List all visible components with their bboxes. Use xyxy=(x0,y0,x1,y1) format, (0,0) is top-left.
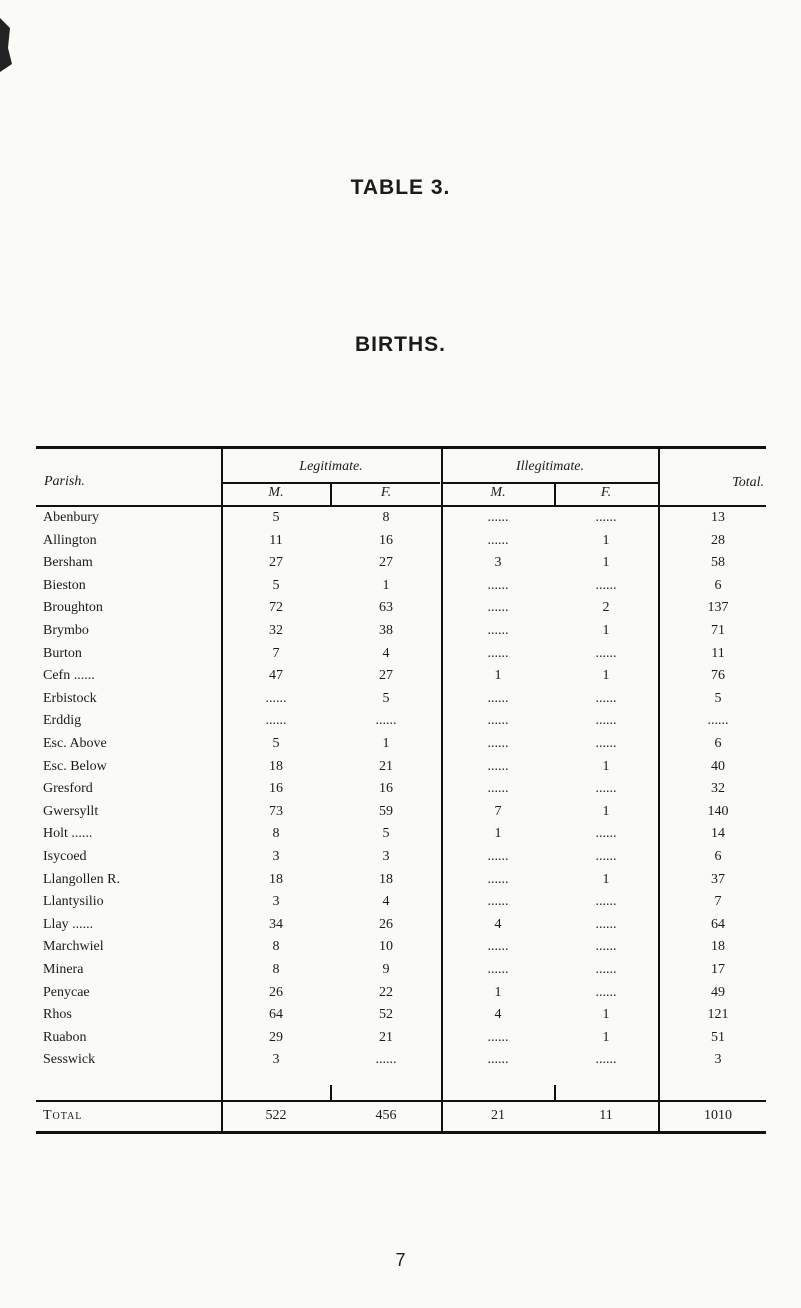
cell-illegit-m: ...... xyxy=(487,962,509,977)
cell-illegit-m: ...... xyxy=(487,849,509,864)
total-all-value: 1010 xyxy=(704,1108,732,1123)
cell-total xyxy=(658,780,763,797)
cell-total-value: ...... xyxy=(707,713,729,729)
subheader-rule-illegit xyxy=(442,482,658,484)
cell-legit-f: 9 xyxy=(382,962,390,977)
cell-total-value: 13 xyxy=(711,510,725,525)
cell-legit-m: 5 xyxy=(272,577,280,593)
cell-total-value: 14 xyxy=(711,826,725,842)
cell-total xyxy=(658,622,763,639)
cell-total xyxy=(658,667,763,684)
cell-legit-f: 1 xyxy=(382,577,390,593)
total-rule xyxy=(36,1100,766,1102)
cell-total xyxy=(658,735,763,752)
cell-illegit-m: ...... xyxy=(487,736,509,751)
total-legit-f: 456 xyxy=(375,1108,397,1123)
cell-illegit-f: 1 xyxy=(602,623,610,638)
cell-legit-m: ...... xyxy=(265,690,287,706)
cell-total xyxy=(658,509,763,526)
cell-illegit-f: 1 xyxy=(602,1029,610,1045)
cell-legit-m: 47 xyxy=(269,668,283,684)
cell-illegit-f: 1 xyxy=(602,803,610,819)
parish-name: Llantysilio xyxy=(43,894,104,910)
table-subtitle: BIRTHS. xyxy=(355,333,446,356)
cell-legit-m: 5 xyxy=(272,736,280,751)
cell-illegit-f: 1 xyxy=(602,555,610,571)
cell-illegit-m: ...... xyxy=(487,645,509,661)
parish-name: Bieston xyxy=(43,577,86,593)
cell-total xyxy=(658,893,763,910)
bottom-rule xyxy=(36,1131,766,1134)
header-illegit-f: F. xyxy=(600,485,612,500)
total-all xyxy=(658,1107,763,1124)
cell-legit-f: 4 xyxy=(382,894,390,910)
cell-illegit-f: 1 xyxy=(602,758,610,774)
cell-legit-m: 32 xyxy=(269,623,283,638)
total-illegit-f: 11 xyxy=(599,1108,613,1123)
cell-total-value: 140 xyxy=(707,803,729,819)
cell-illegit-f: 1 xyxy=(602,668,610,684)
cell-legit-m: 34 xyxy=(269,916,283,932)
parish-name: Gresford xyxy=(43,781,93,797)
header-total: Total. xyxy=(732,475,764,490)
cell-total-value: 6 xyxy=(714,736,722,751)
cell-total-value: 7 xyxy=(714,894,722,910)
cell-total-value: 5 xyxy=(714,690,722,706)
cell-legit-f: 8 xyxy=(382,510,390,525)
cell-illegit-f: ...... xyxy=(595,984,617,1000)
cell-legit-m: 72 xyxy=(269,600,283,616)
cell-total-value: 3 xyxy=(714,1052,722,1068)
cell-illegit-f: 1 xyxy=(602,532,610,548)
cell-illegit-m: ...... xyxy=(487,690,509,706)
cell-legit-f: 22 xyxy=(379,984,393,1000)
cell-total xyxy=(658,1051,763,1068)
cell-legit-m: 3 xyxy=(272,894,280,910)
cell-legit-m: 8 xyxy=(272,939,280,955)
parish-name: Erbistock xyxy=(43,690,97,706)
parish-name: Esc. Above xyxy=(43,736,107,751)
cell-illegit-m: 7 xyxy=(494,803,502,819)
parish-name: Minera xyxy=(43,962,84,977)
cell-illegit-m: ...... xyxy=(487,623,509,638)
cell-illegit-f: ...... xyxy=(595,510,617,525)
column-divider xyxy=(554,1085,556,1101)
cell-legit-f: 21 xyxy=(379,758,393,774)
cell-illegit-m: ...... xyxy=(487,894,509,910)
cell-total xyxy=(658,938,763,955)
cell-total-value: 40 xyxy=(711,758,725,774)
cell-legit-m: 3 xyxy=(272,849,280,864)
parish-name: Sesswick xyxy=(43,1052,96,1068)
cell-legit-m: 18 xyxy=(269,758,283,774)
cell-total-value: 37 xyxy=(711,871,725,887)
total-illegit-m: 21 xyxy=(491,1108,505,1123)
cell-legit-m: 8 xyxy=(272,962,280,977)
cell-legit-f: 26 xyxy=(379,916,393,932)
parish-name: Llay ...... xyxy=(43,916,94,932)
header-legit-m: M. xyxy=(268,485,284,500)
cell-illegit-m: ...... xyxy=(487,577,509,593)
cell-total xyxy=(658,848,763,865)
cell-total-value: 49 xyxy=(711,984,725,1000)
parish-name: Burton xyxy=(43,645,82,661)
cell-legit-m: 5 xyxy=(272,510,280,525)
cell-total-value: 18 xyxy=(711,939,725,955)
cell-total xyxy=(658,532,763,549)
cell-illegit-f: ...... xyxy=(595,1052,617,1068)
cell-illegit-f: ...... xyxy=(595,916,617,932)
header-illegitimate: Illegitimate. xyxy=(515,459,585,474)
cell-illegit-m: ...... xyxy=(487,600,509,616)
cell-illegit-f: 2 xyxy=(602,600,610,616)
cell-legit-f: 1 xyxy=(382,736,390,751)
cell-illegit-m: ...... xyxy=(487,1029,509,1045)
cell-legit-f: 59 xyxy=(379,803,393,819)
cell-total-value: 32 xyxy=(711,781,725,797)
cell-total-value: 6 xyxy=(714,849,722,864)
parish-name: Abenbury xyxy=(43,510,99,525)
parish-name: Isycoed xyxy=(43,849,87,864)
cell-legit-f: 52 xyxy=(379,1007,393,1023)
parish-name: Allington xyxy=(43,532,97,548)
cell-total-value: 71 xyxy=(711,623,725,638)
cell-legit-f: 3 xyxy=(382,849,390,864)
parish-name: Ruabon xyxy=(43,1029,87,1045)
cell-total xyxy=(658,825,763,842)
cell-total-value: 51 xyxy=(711,1029,725,1045)
cell-legit-m: ...... xyxy=(265,713,287,729)
cell-legit-f: 10 xyxy=(379,939,393,955)
page-corner-mark xyxy=(0,18,14,72)
cell-legit-m: 7 xyxy=(272,645,280,661)
cell-illegit-m: ...... xyxy=(487,713,509,729)
cell-total xyxy=(658,1006,763,1023)
cell-legit-m: 29 xyxy=(269,1029,283,1045)
page-number: 7 xyxy=(395,1250,406,1270)
parish-name: Brymbo xyxy=(43,623,89,638)
cell-illegit-m: ...... xyxy=(487,1052,509,1068)
cell-illegit-m: 3 xyxy=(494,555,502,571)
cell-total-value: 58 xyxy=(711,555,725,571)
cell-illegit-m: 1 xyxy=(494,984,502,1000)
cell-legit-m: 26 xyxy=(269,984,283,1000)
cell-illegit-m: ...... xyxy=(487,532,509,548)
cell-total-value: 6 xyxy=(714,577,722,593)
cell-total xyxy=(658,984,763,1001)
cell-illegit-f: ...... xyxy=(595,781,617,797)
cell-total-value: 137 xyxy=(707,600,729,616)
cell-total-value: 11 xyxy=(711,645,725,661)
cell-legit-f: 5 xyxy=(382,826,390,842)
parish-name: Rhos xyxy=(43,1007,72,1023)
cell-legit-m: 3 xyxy=(272,1052,280,1068)
cell-total xyxy=(658,599,763,616)
cell-total xyxy=(658,712,763,729)
cell-illegit-f: ...... xyxy=(595,849,617,864)
cell-illegit-f: ...... xyxy=(595,713,617,729)
table-title: TABLE 3. xyxy=(350,176,451,199)
parish-name: Erddig xyxy=(43,713,82,729)
cell-illegit-f: ...... xyxy=(595,736,617,751)
cell-total-value: 28 xyxy=(711,532,725,548)
parish-name: Holt ...... xyxy=(43,826,93,842)
cell-legit-m: 73 xyxy=(269,803,283,819)
cell-illegit-m: ...... xyxy=(487,781,509,797)
cell-legit-m: 16 xyxy=(269,781,283,797)
cell-legit-f: 18 xyxy=(379,871,393,887)
cell-illegit-m: ...... xyxy=(487,758,509,774)
cell-total xyxy=(658,577,763,594)
cell-legit-f: ...... xyxy=(375,1052,397,1068)
parish-name: Llangollen R. xyxy=(43,871,120,887)
cell-total xyxy=(658,803,763,820)
cell-illegit-m: 4 xyxy=(494,916,502,932)
cell-illegit-m: 1 xyxy=(494,668,502,684)
cell-total xyxy=(658,758,763,775)
cell-illegit-f: ...... xyxy=(595,894,617,910)
cell-legit-f: 21 xyxy=(379,1029,393,1045)
header-parish: Parish. xyxy=(44,474,85,489)
cell-total xyxy=(658,1029,763,1046)
header-legit-f: F. xyxy=(380,485,392,500)
cell-total xyxy=(658,690,763,707)
cell-illegit-f: ...... xyxy=(595,939,617,955)
cell-illegit-f: 1 xyxy=(602,1007,610,1023)
parish-name: Marchwiel xyxy=(43,939,104,955)
cell-total xyxy=(658,961,763,978)
cell-illegit-f: ...... xyxy=(595,962,617,977)
parish-name: Penycae xyxy=(43,984,90,1000)
cell-illegit-m: ...... xyxy=(487,510,509,525)
cell-legit-m: 27 xyxy=(269,555,283,571)
cell-legit-f: 16 xyxy=(379,781,393,797)
parish-name: Broughton xyxy=(43,600,103,616)
cell-total xyxy=(658,554,763,571)
cell-total xyxy=(658,916,763,933)
cell-illegit-f: ...... xyxy=(595,577,617,593)
cell-legit-f: 38 xyxy=(379,623,393,638)
cell-total-value: 17 xyxy=(711,962,725,977)
cell-legit-f: 63 xyxy=(379,600,393,616)
cell-illegit-f: ...... xyxy=(595,690,617,706)
top-rule xyxy=(36,446,766,449)
cell-legit-m: 8 xyxy=(272,826,280,842)
cell-legit-f: 4 xyxy=(382,645,390,661)
cell-illegit-m: ...... xyxy=(487,939,509,955)
cell-legit-m: 18 xyxy=(269,871,283,887)
cell-illegit-m: ...... xyxy=(487,871,509,887)
cell-legit-f: 16 xyxy=(379,532,393,548)
parish-name: Bersham xyxy=(43,555,93,571)
parish-name: Esc. Below xyxy=(43,758,107,774)
cell-legit-f: ...... xyxy=(375,713,397,729)
header-legitimate: Legitimate. xyxy=(299,459,363,474)
header-rule xyxy=(36,505,766,507)
cell-legit-m: 11 xyxy=(269,532,283,548)
cell-illegit-m: 4 xyxy=(494,1007,502,1023)
cell-total xyxy=(658,645,763,662)
cell-legit-f: 27 xyxy=(379,668,393,684)
cell-illegit-f: ...... xyxy=(595,826,617,842)
cell-legit-f: 5 xyxy=(382,690,390,706)
cell-total-value: 121 xyxy=(707,1007,729,1023)
cell-legit-m: 64 xyxy=(269,1007,283,1023)
header-illegit-m: M. xyxy=(490,485,506,500)
total-legit-m: 522 xyxy=(265,1108,287,1123)
total-label: Total xyxy=(43,1108,83,1123)
cell-legit-f: 27 xyxy=(379,555,393,571)
cell-total-value: 64 xyxy=(711,916,725,932)
cell-illegit-f: ...... xyxy=(595,645,617,661)
cell-illegit-f: 1 xyxy=(602,871,610,887)
cell-total-value: 76 xyxy=(711,668,725,684)
parish-name: Cefn ...... xyxy=(43,668,95,684)
column-divider xyxy=(330,1085,332,1101)
cell-illegit-m: 1 xyxy=(494,826,502,842)
parish-name: Gwersyllt xyxy=(43,803,99,819)
cell-total xyxy=(658,871,763,888)
